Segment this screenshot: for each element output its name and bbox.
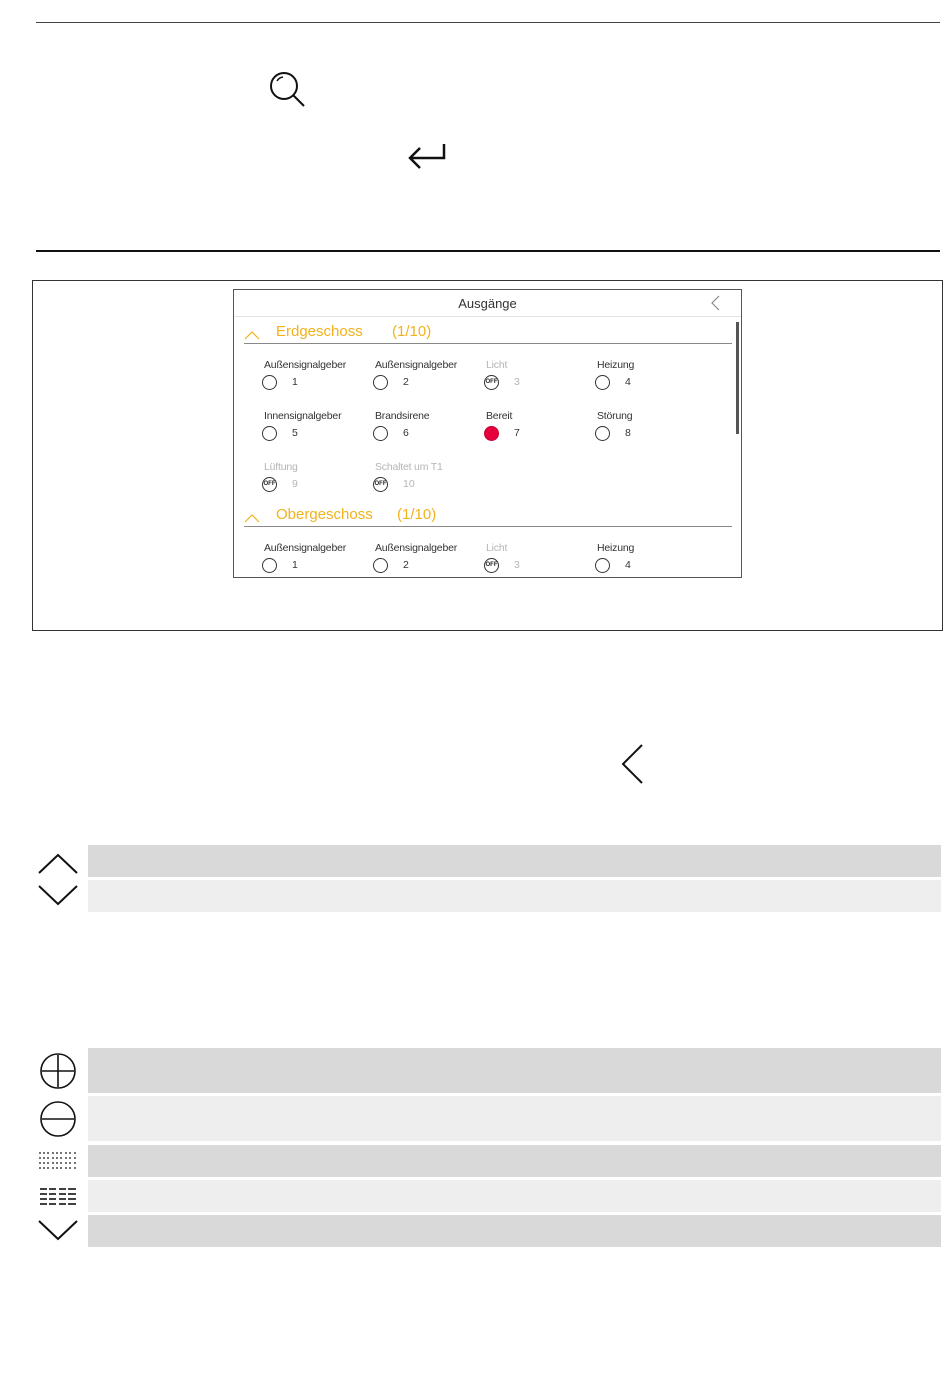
output-item[interactable] [375, 359, 485, 393]
output-number: 8 [625, 427, 631, 439]
section-rule [36, 250, 940, 252]
chevron-up-icon [28, 845, 88, 877]
output-label: Außensignalgeber [264, 542, 347, 554]
output-indicator [262, 426, 277, 441]
section-underline [244, 343, 732, 344]
section-obergeschoss[interactable] [244, 506, 732, 528]
output-item[interactable] [264, 410, 374, 444]
section-count: (1/10) [392, 323, 432, 340]
off-badge: OFF [484, 558, 499, 573]
search-icon [266, 68, 308, 110]
output-label: Heizung [597, 542, 635, 554]
chevron-down-icon [28, 1215, 88, 1247]
zoom-out-row[interactable] [28, 1096, 941, 1141]
row-bar [88, 1145, 941, 1177]
section-count: (1/10) [397, 506, 437, 523]
output-indicator [373, 426, 388, 441]
row-bar [88, 845, 941, 877]
chevron-left-icon [620, 743, 646, 785]
output-item[interactable] [597, 359, 707, 393]
output-number: 2 [403, 559, 409, 571]
output-number: 6 [403, 427, 409, 439]
zoom-in-row[interactable] [28, 1048, 941, 1093]
output-item[interactable] [597, 542, 707, 576]
output-number: 1 [292, 559, 298, 571]
output-number: 7 [514, 427, 520, 439]
output-number: 4 [625, 376, 631, 388]
screen-title: Ausgänge [458, 296, 517, 311]
title-divider [234, 316, 741, 317]
output-label: Schaltet um T1 [375, 461, 443, 473]
output-item[interactable] [486, 359, 596, 393]
top-rule [36, 22, 940, 23]
row-bar [88, 1096, 941, 1141]
scrollbar[interactable] [736, 322, 739, 434]
output-indicator [373, 558, 388, 573]
off-badge: OFF [262, 477, 277, 492]
outputs-screen [233, 289, 742, 578]
output-number: 3 [514, 559, 520, 571]
output-indicator [595, 558, 610, 573]
scroll-down-row[interactable] [28, 880, 941, 912]
output-indicator [262, 375, 277, 390]
output-item[interactable] [375, 410, 485, 444]
output-item[interactable] [264, 461, 374, 495]
output-indicator [595, 375, 610, 390]
output-label: Störung [597, 410, 633, 422]
back-icon[interactable] [709, 294, 723, 312]
output-label: Außensignalgeber [375, 542, 458, 554]
dot-grid-icon [28, 1145, 88, 1177]
output-number: 4 [625, 559, 631, 571]
output-label: Bereit [486, 410, 513, 422]
output-indicator [373, 375, 388, 390]
output-number: 2 [403, 376, 409, 388]
output-number: 10 [403, 478, 415, 490]
output-label: Brandsirene [375, 410, 430, 422]
scroll-up-row[interactable] [28, 845, 941, 877]
output-indicator-active [484, 426, 499, 441]
row-bar [88, 1180, 941, 1212]
dot-grid-row[interactable] [28, 1145, 941, 1177]
output-indicator [262, 558, 277, 573]
circle-plus-icon [28, 1048, 88, 1093]
output-item[interactable] [264, 359, 374, 393]
output-label: Außensignalgeber [375, 359, 458, 371]
output-item[interactable] [486, 410, 596, 444]
output-item[interactable] [486, 542, 596, 576]
output-item[interactable] [264, 542, 374, 576]
output-label: Licht [486, 359, 508, 371]
output-label: Außensignalgeber [264, 359, 347, 371]
output-label: Licht [486, 542, 508, 554]
output-item[interactable] [597, 410, 707, 444]
off-badge: OFF [484, 375, 499, 390]
output-number: 1 [292, 376, 298, 388]
chevron-up-icon [244, 510, 260, 520]
output-number: 3 [514, 376, 520, 388]
output-label: Lüftung [264, 461, 298, 473]
off-badge: OFF [373, 477, 388, 492]
section-underline [244, 526, 732, 527]
section-name: Obergeschoss [276, 506, 373, 523]
enter-return-icon [406, 140, 450, 176]
row-bar [88, 1048, 941, 1093]
expand-row[interactable] [28, 1215, 941, 1247]
section-erdgeschoss[interactable] [244, 323, 732, 345]
output-number: 5 [292, 427, 298, 439]
output-label: Heizung [597, 359, 635, 371]
dash-grid-icon [28, 1180, 88, 1212]
output-item[interactable] [375, 542, 485, 576]
chevron-down-icon [28, 880, 88, 912]
row-bar [88, 880, 941, 912]
output-item[interactable] [375, 461, 485, 495]
dash-grid-row[interactable] [28, 1180, 941, 1212]
row-bar [88, 1215, 941, 1247]
output-label: Innensignalgeber [264, 410, 342, 422]
section-name: Erdgeschoss [276, 323, 363, 340]
output-indicator [595, 426, 610, 441]
output-number: 9 [292, 478, 298, 490]
circle-minus-icon [28, 1096, 88, 1141]
chevron-up-icon [244, 327, 260, 337]
